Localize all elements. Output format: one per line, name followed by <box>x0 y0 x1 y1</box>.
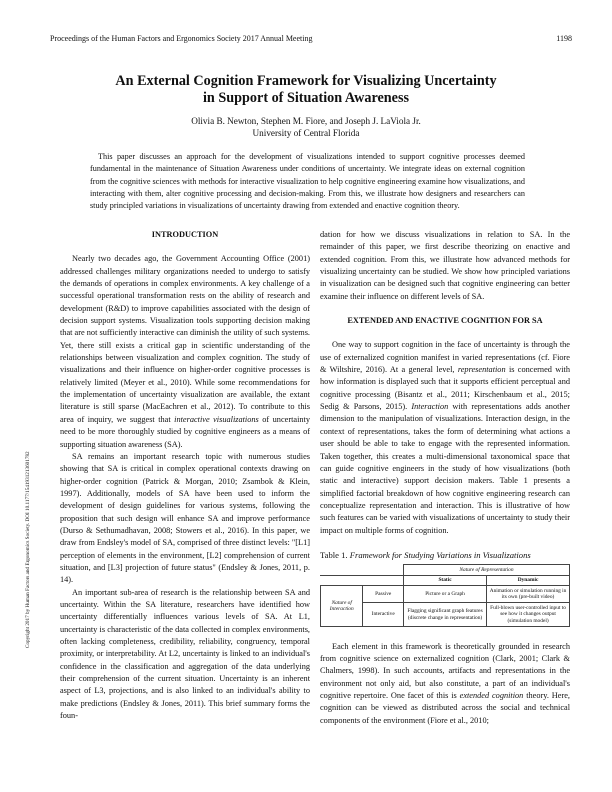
dynamic-column-header: Dynamic <box>487 575 570 586</box>
proceedings-title: Proceedings of the Human Factors and Ergonomics Society 2017 Annual Meeting <box>50 34 313 43</box>
intro-paragraph-1: Nearly two decades ago, the Government Accounting Office (2001) addressed challenges military organizations needed to undergo to satisfy the demands of operations in complex environments. A key challenge of a successful operational transformation rests on the ability of research and development (R&D) to improve capabilities associated with the design of decision support systems. Visualization tools supporting decision making that are not sufficiently interactive can diminish the utility of such systems. Yet, there still exists a critical gap in scientific understanding of the relationships between visualization and complex cognition. The study of visualizations and their influence on higher-order cognitive processes is relatively limited (Meyer et al., 2010). While some recommendations for the implementation of uncertainty visualization are available, the extant literature is still sparse (MacEachren et al., 2012). To contribute to this area of inquiry, we suggest that interactive visualizations of uncertainty need to be more thoroughly studied by cognitive engineers as a means of supporting situation awareness (SA). <box>60 254 310 449</box>
cell-passive-static: Picture or a Graph <box>403 586 486 603</box>
title-line-1: An External Cognition Framework for Visualizing Uncertainty <box>115 73 497 89</box>
authors: Olivia B. Newton, Stephen M. Fiore, and Joseph J. LaViola Jr. <box>191 116 421 126</box>
interactive-row-header: Interactive <box>363 603 404 627</box>
extended-enactive-heading: EXTENDED AND ENACTIVE COGNITION FOR SA <box>347 316 543 326</box>
title-line-2: in Support of Situation Awareness <box>202 90 410 106</box>
table-corner-2 <box>321 575 404 586</box>
framework-table <box>320 564 570 627</box>
cell-interactive-dynamic: Full-blown user-controlled input to see how it changes output (simulation model) <box>487 603 570 627</box>
author-block <box>0 115 612 139</box>
passive-row-header: Passive <box>363 586 404 603</box>
table-caption: Table 1. Framework for Studying Variations in Visualizations <box>320 549 531 560</box>
intro-paragraph-2: SA remains an important research topic with numerous studies showing that SA is critical in complex operational contexts drawing on higher-order cognition (Patrick & Morgan, 2010; Zsambok & Klein, 1997). Additionally, models of SA have been used to inform the development of design guidelines for various systems, following the proposition that such design will enhance SA and improve performance (Durso & Sethumadhavan, 2008; Stowers et al., 2016). In this paper, we draw from Endsley's model of SA, comprised of three distinct levels: "[L1] perception of elements in the environment, [L2] comprehension of current situation, and [L3] projection of future status" (Endsley & Jones, 2011, p. 14). <box>60 451 310 585</box>
abstract <box>90 151 525 213</box>
affiliation: University of Central Florida <box>252 128 360 138</box>
cell-interactive-static: Flagging significant graph features (discrete change in representation) <box>403 603 486 627</box>
cell-passive-dynamic: Animation or simulation running in its own (pre-built video) <box>487 586 570 603</box>
right-paragraph-1: dation for how we discuss visualizations in relation to SA. In the remainder of this paper, we first describe theorizing on enactive and extended cognition. From this, we illustrate how advanced methods for visualizing uncertainty can be studied. We show how principled variations in visualization can be designed such that cognitive engineering can better examine their influence on different levels of SA. <box>320 230 570 301</box>
right-paragraph-2: One way to support cognition in the face of uncertainty is through the use of externalized cognition manifest in varied representations (cf. Fiore & Wiltshire, 2016). At a general level, representation is concerned with how information is displayed such that it supports efficient perceptual and cognitive processing (Bisantz et al., 2011; Kirschenbaum et al., 2015; Sedig & Parsons, 2015). Interaction with representations adds another dimension to the manipulation of visualizations. Interaction design, in the context of representations, takes the form of determining what actions a user should be able to take to engage with the represented information. Taken together, this creates a multi-dimensional taxonomical space that can guide cognitive engineers in the study of how visualizations (both static and interactive) support decision makers. Table 1 presents a simplified factorial breakdown of how cognitive engineering research can conceptualize representation and interaction. This is illustrative of how such features can be varied with visualizations of uncertainty to study their impact on multiple forms of cognition. <box>320 340 570 535</box>
running-header <box>50 34 572 43</box>
table-corner <box>321 565 404 576</box>
page-number: 1198 <box>556 34 572 43</box>
paper-title <box>0 73 612 107</box>
nature-of-representation-header: Nature of Representation <box>403 565 569 576</box>
left-column <box>60 229 310 722</box>
abstract-text: This paper discusses an approach for the development of visualizations intended to support cognitive processes deemed fundamental in the maintenance of Situation Awareness under conditions of uncertainty. We integrate ideas on external cognition from the cognitive sciences with methods for interactive visualization to help cognitive engineering examine how visualizations, and interacting with them, alter cognitive processing and decision-making. From this, we illustrate how designers and researchers can study principled variations in visualizations of uncertainty drawing from extended and enactive cognition theory. <box>90 152 525 211</box>
right-paragraph-3: Each element in this framework is theoretically grounded in research from cognitive science on externalized cognition (Clark, 2001; Clark & Chalmers, 1998). In such accounts, artifacts and representations in the environment not only aid, but also constitute, a part of an individual's cognitive repertoire. One facet of this is extended cognition theory. Here, cognition can be viewed as distributed across the social and technical components of the environment (Fiore et al., 2010; <box>320 641 570 725</box>
nature-of-interaction-header: Nature of Interaction <box>321 586 363 627</box>
introduction-heading: INTRODUCTION <box>151 230 219 239</box>
intro-paragraph-3: An important sub-area of research is the relationship between SA and uncertainty. Within the SA literature, researchers have identified how uncertainty differentially influences various levels of SA. At L1, uncertainty is characteristic of the data collected in complex environments, often lacking completeness, credibility, reliability, congruency, temporal proximity, or interpretability. At L2, uncertainty is linked to an individual's confidence in the classification and aggregation of the data underlying their comprehension of the current situation. Uncertainty is an inherent aspect of L3, projections, and is also linked to an individual's ability to make predictions (Endsley & Jones, 2011). This brief summary forms the foun- <box>60 587 310 721</box>
right-column <box>320 229 570 727</box>
static-column-header: Static <box>403 575 486 586</box>
copyright-notice: Copyright 2017 by Human Factors and Ergonomics Society. DOI 10.1177/1541931213601782 <box>25 451 31 648</box>
